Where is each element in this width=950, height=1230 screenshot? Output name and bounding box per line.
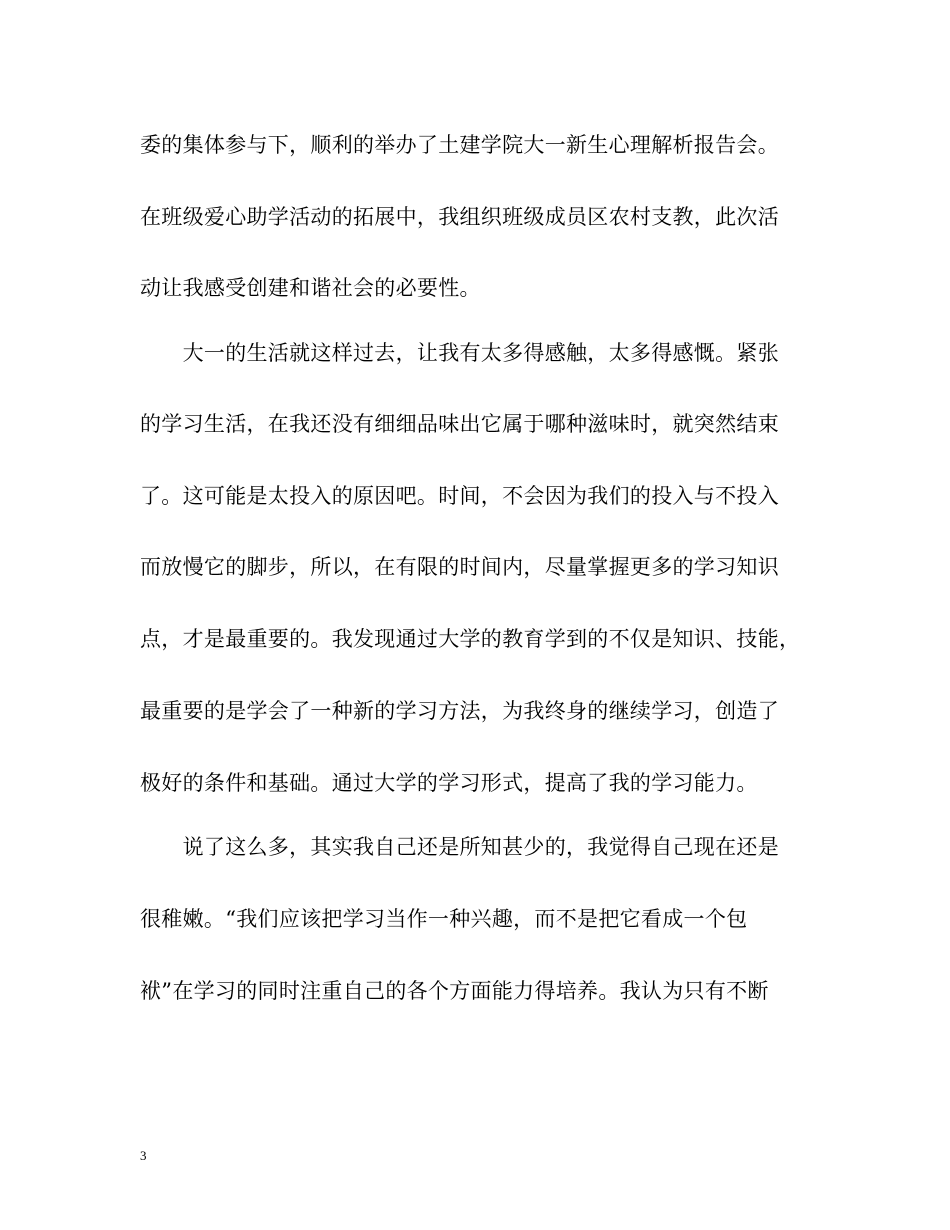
text-line-8: 点，才是最重要的。我发现通过大学的教育学到的不仅是知识、技能， (140, 627, 801, 651)
text-line-4: 大一的生活就这样过去，让我有太多得感触，太多得感慨。紧张 (140, 341, 779, 365)
text-line-5: 的学习生活，在我还没有细细品味出它属于哪种滋味时，就突然结束 (140, 412, 779, 436)
text-line-2: 在班级爱心助学活动的拓展中，我组织班级成员区农村支教，此次活 (140, 205, 779, 229)
text-line-3: 动让我感受创建和谐社会的必要性。 (140, 276, 481, 300)
text-line-6: 了。这可能是太投入的原因吧。时间，不会因为我们的投入与不投入 (140, 484, 779, 508)
text-line-1: 委的集体参与下，顺利的举办了土建学院大一新生心理解析报告会。 (140, 133, 779, 157)
text-line-10: 极好的条件和基础。通过大学的学习形式，提高了我的学习能力。 (140, 771, 758, 795)
text-line-12: 很稚嫩。“我们应该把学习当作一种兴趣，而不是把它看成一个包 (140, 907, 748, 931)
text-line-13: 袱”在学习的同时注重自己的各个方面能力得培养。我认为只有不断 (140, 979, 769, 1003)
text-line-11: 说了这么多，其实我自己还是所知甚少的，我觉得自己现在还是 (140, 835, 779, 859)
page-number: 3 (140, 1148, 147, 1163)
text-line-7: 而放慢它的脚步，所以，在有限的时间内，尽量掌握更多的学习知识 (140, 555, 779, 579)
text-line-9: 最重要的是学会了一种新的学习方法，为我终身的继续学习，创造了 (140, 699, 779, 723)
